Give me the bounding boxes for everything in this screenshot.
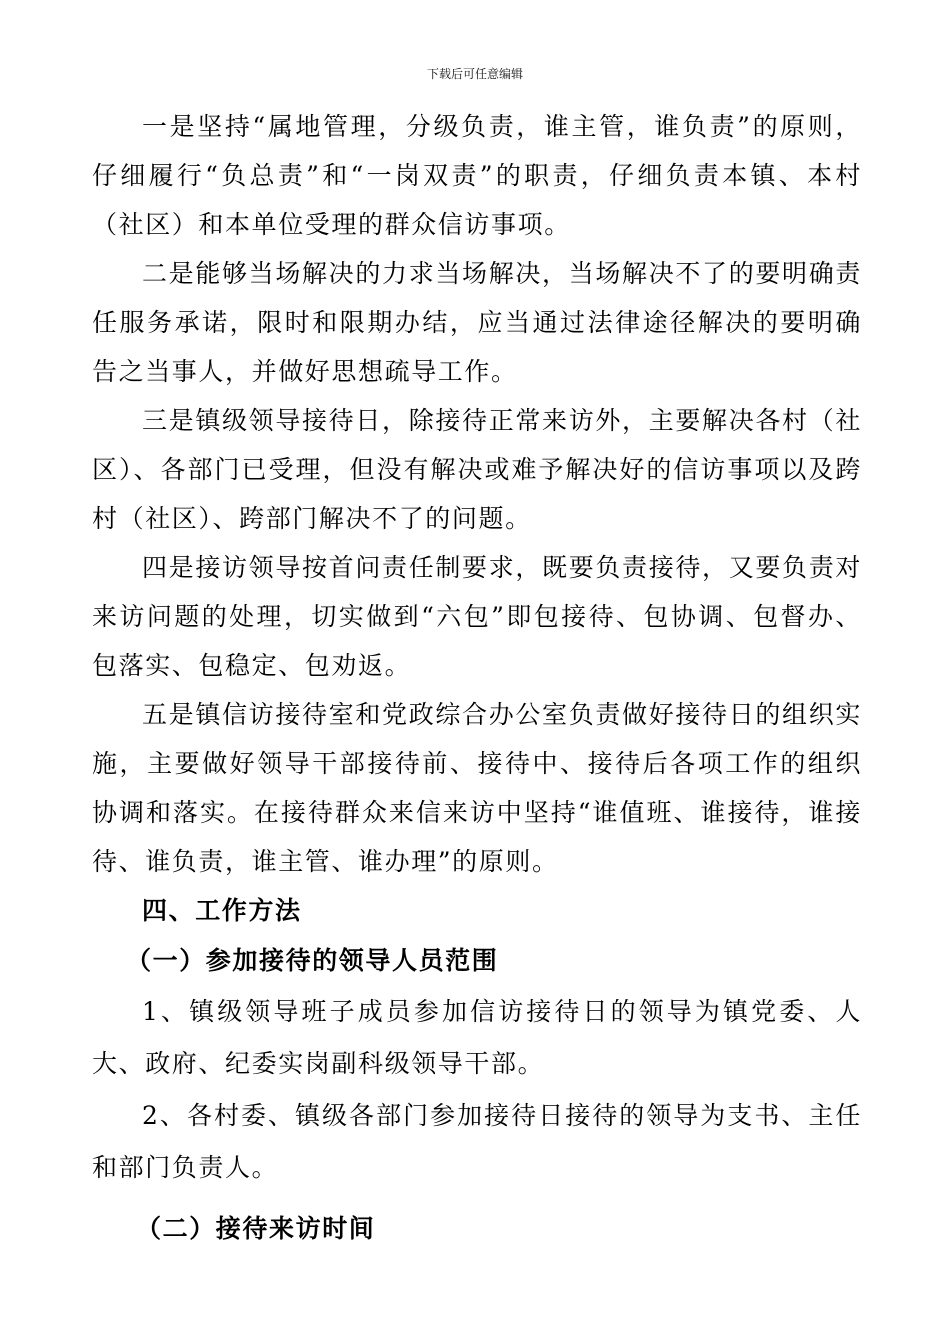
list-item-1: 1、镇级领导班子成员参加信访接待日的领导为镇党委、人大、政府、纪委实岗副科级领导干部。 (92, 997, 862, 1078)
paragraph-4: 四是接访领导按首问责任制要求，既要负责接待，又要负责对来访问题的处理，切实做到“六包”即包接待、包协调、包督办、包落实、包稳定、包劝返。 (92, 553, 862, 680)
subsection-heading-2: （二）接待来访时间 (136, 1214, 376, 1243)
paragraph-5: 五是镇信访接待室和党政综合办公室负责做好接待日的组织实施，主要做好领导干部接待前、接待中、接待后各项工作的组织协调和落实。在接待群众来信来访中坚持“谁值班、谁接待，谁接待、谁负责，谁主管、谁办理”的原则。 (92, 700, 862, 876)
list-item-2: 2、各村委、镇级各部门参加接待日接待的领导为支书、主任和部门负责人。 (92, 1101, 862, 1182)
paragraph-1: 一是坚持“属地管理，分级负责，谁主管，谁负责”的原则，仔细履行“负总责”和“一岗双责”的职责，仔细负责本镇、本村（社区）和本单位受理的群众信访事项。 (92, 112, 862, 239)
paragraph-2: 二是能够当场解决的力求当场解决，当场解决不了的要明确责任服务承诺，限时和限期办结，应当通过法律途径解决的要明确告之当事人，并做好思想疏导工作。 (92, 259, 862, 386)
paragraph-3: 三是镇级领导接待日，除接待正常来访外，主要解决各村（社区）、各部门已受理，但没有解决或难予解决好的信访事项以及跨村（社区）、跨部门解决不了的问题。 (92, 406, 862, 533)
section-heading: 四、工作方法 (142, 896, 302, 925)
header-note: 下载后可任意编辑 (426, 67, 523, 81)
subsection-heading-1: （一）参加接待的领导人员范围 (126, 946, 499, 975)
document-body (92, 102, 862, 1254)
